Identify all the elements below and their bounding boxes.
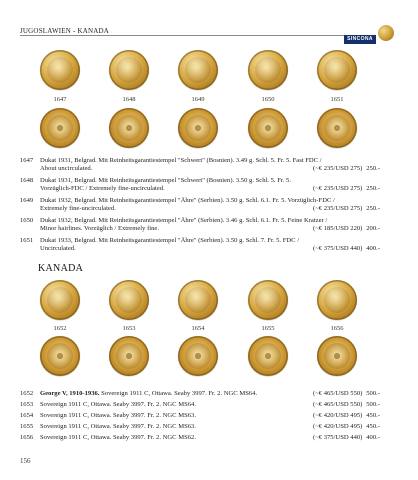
brand-logo: SINCONA (344, 35, 376, 44)
lot-number: 1651 (20, 237, 34, 244)
lot-description: Sovereign 1911 C, Ottawa. Seaby 3997. Fr. 2. NGC MS63. (40, 423, 196, 430)
coin-image-1654-reverse (178, 336, 218, 376)
section-title-kanada: KANADA (38, 263, 84, 274)
coin-image-1655-reverse (248, 336, 288, 376)
lot-description: Dukat 1931, Belgrad. Mit Reinheitsgarantiestempel "Schwert" (Bosnien). 3.50 g. Schl. 5. Fr. 5. (40, 177, 291, 184)
lot-estimate: (~€ 235/USD 275) (313, 205, 363, 213)
coin-number-1655: 1655 (261, 325, 275, 332)
lot-estimate: (~€ 235/USD 275) (313, 185, 363, 193)
coin-number-1651: 1651 (330, 96, 344, 103)
lot-description: Dukat 1932, Belgrad. Mit Reinheitsgarantiestempel "Ähre" (Serbien). 3.50 g. Schl. 6.1. Fr. 5. Vorzüglich-FDC / (40, 197, 335, 204)
lot-description-continued: Uncirculated. (40, 245, 76, 253)
lot-description-continued: Vorzüglich-FDC / Extremely fine-uncirculated. (40, 185, 165, 193)
lot-price: 250.- (366, 205, 380, 213)
coin-image-1656-obverse (317, 280, 357, 320)
header-rule (20, 35, 376, 36)
page-number: 156 (20, 457, 31, 465)
ruler-heading: George V, 1910-1936. (40, 390, 100, 397)
lot-description: Sovereign 1911 C, Ottawa. Seaby 3997. Fr. 2. NGC MS63. (40, 412, 196, 419)
lot-number: 1652 (20, 390, 34, 397)
lot-description-text: Sovereign 1911 C, Ottawa. Seaby 3997. Fr. 2. NGC MS64. (99, 390, 258, 397)
lot-price: 250.- (366, 185, 380, 193)
coin-image-1647-obverse (40, 50, 80, 90)
coin-image-1651-reverse (317, 108, 357, 148)
lot-number: 1650 (20, 217, 34, 224)
lot-estimate: (~€ 420/USD 495) (313, 412, 363, 419)
lot-number: 1654 (20, 412, 34, 419)
coin-image-1654-obverse (178, 280, 218, 320)
lot-price: 400.- (366, 245, 380, 253)
lot-number: 1655 (20, 423, 34, 430)
lot-description: Dukat 1933, Belgrad. Mit Reinheitsgarantiestempel "Ähre" (Serbien). 3.50 g. Schl. 7. Fr. 5. FDC / (40, 237, 300, 244)
lot-price: 500.- (366, 390, 380, 397)
lot-estimate: (~€ 375/USD 440) (313, 245, 363, 253)
lot-number: 1653 (20, 401, 34, 408)
lot-description: Sovereign 1911 C, Ottawa. Seaby 3997. Fr. 2. NGC MS62. (40, 434, 196, 441)
lot-estimate: (~€ 375/USD 440) (313, 434, 363, 441)
coin-number-1652: 1652 (53, 325, 67, 332)
coin-image-1655-obverse (248, 280, 288, 320)
coin-image-1648-obverse (109, 50, 149, 90)
lot-number: 1647 (20, 157, 34, 164)
lot-price: 400.- (366, 434, 380, 441)
lot-price: 450.- (366, 412, 380, 419)
lot-estimate: (~€ 235/USD 275) (313, 165, 363, 173)
coin-image-1648-reverse (109, 108, 149, 148)
lot-description (40, 390, 257, 398)
lot-description-continued: Extremely fine-uncirculated. (40, 205, 116, 213)
coin-image-1650-reverse (248, 108, 288, 148)
coin-image-1656-reverse (317, 336, 357, 376)
coin-number-1648: 1648 (122, 96, 136, 103)
lot-description: Sovereign 1911 C, Ottawa. Seaby 3997. Fr. 2. NGC MS64. (40, 401, 196, 408)
coin-image-1649-reverse (178, 108, 218, 148)
coin-image-1651-obverse (317, 50, 357, 90)
coin-image-1652-reverse (40, 336, 80, 376)
coin-number-1654: 1654 (191, 325, 205, 332)
lot-description-continued: About uncirculated. (40, 165, 93, 173)
coin-image-1650-obverse (248, 50, 288, 90)
lot-price: 250.- (366, 165, 380, 173)
coin-image-1653-obverse (109, 280, 149, 320)
coin-number-1649: 1649 (191, 96, 205, 103)
coin-number-1653: 1653 (122, 325, 136, 332)
coin-image-1647-reverse (40, 108, 80, 148)
header-coin-image (378, 25, 394, 41)
coin-image-1652-obverse (40, 280, 80, 320)
lot-number: 1649 (20, 197, 34, 204)
page-header-title: JUGOSLAWIEN - KANADA (20, 27, 109, 35)
coin-number-1650: 1650 (261, 96, 275, 103)
lot-description: Dukat 1932, Belgrad. Mit Reinheitsgarantiestempel "Ähre" (Serbien). 3.46 g. Schl. 6.1. Fr. 5. Feine Kratzer / (40, 217, 328, 224)
lot-description-continued: Minor hairlines. Vorzüglich / Extremely fine. (40, 225, 159, 233)
coin-number-1647: 1647 (53, 96, 67, 103)
coin-number-1656: 1656 (330, 325, 344, 332)
lot-price: 500.- (366, 401, 380, 408)
coin-image-1649-obverse (178, 50, 218, 90)
lot-price: 200.- (366, 225, 380, 233)
lot-estimate: (~€ 185/USD 220) (313, 225, 363, 233)
lot-estimate: (~€ 465/USD 550) (313, 401, 363, 408)
lot-number: 1648 (20, 177, 34, 184)
coin-image-1653-reverse (109, 336, 149, 376)
lot-estimate: (~€ 420/USD 495) (313, 423, 363, 430)
lot-description: Dukat 1931, Belgrad. Mit Reinheitsgarantiestempel "Schwert" (Bosnien). 3.49 g. Schl. 5. Fr. 5. Fast FDC / (40, 157, 322, 164)
lot-price: 450.- (366, 423, 380, 430)
lot-number: 1656 (20, 434, 34, 441)
lot-estimate: (~€ 465/USD 550) (313, 390, 363, 397)
